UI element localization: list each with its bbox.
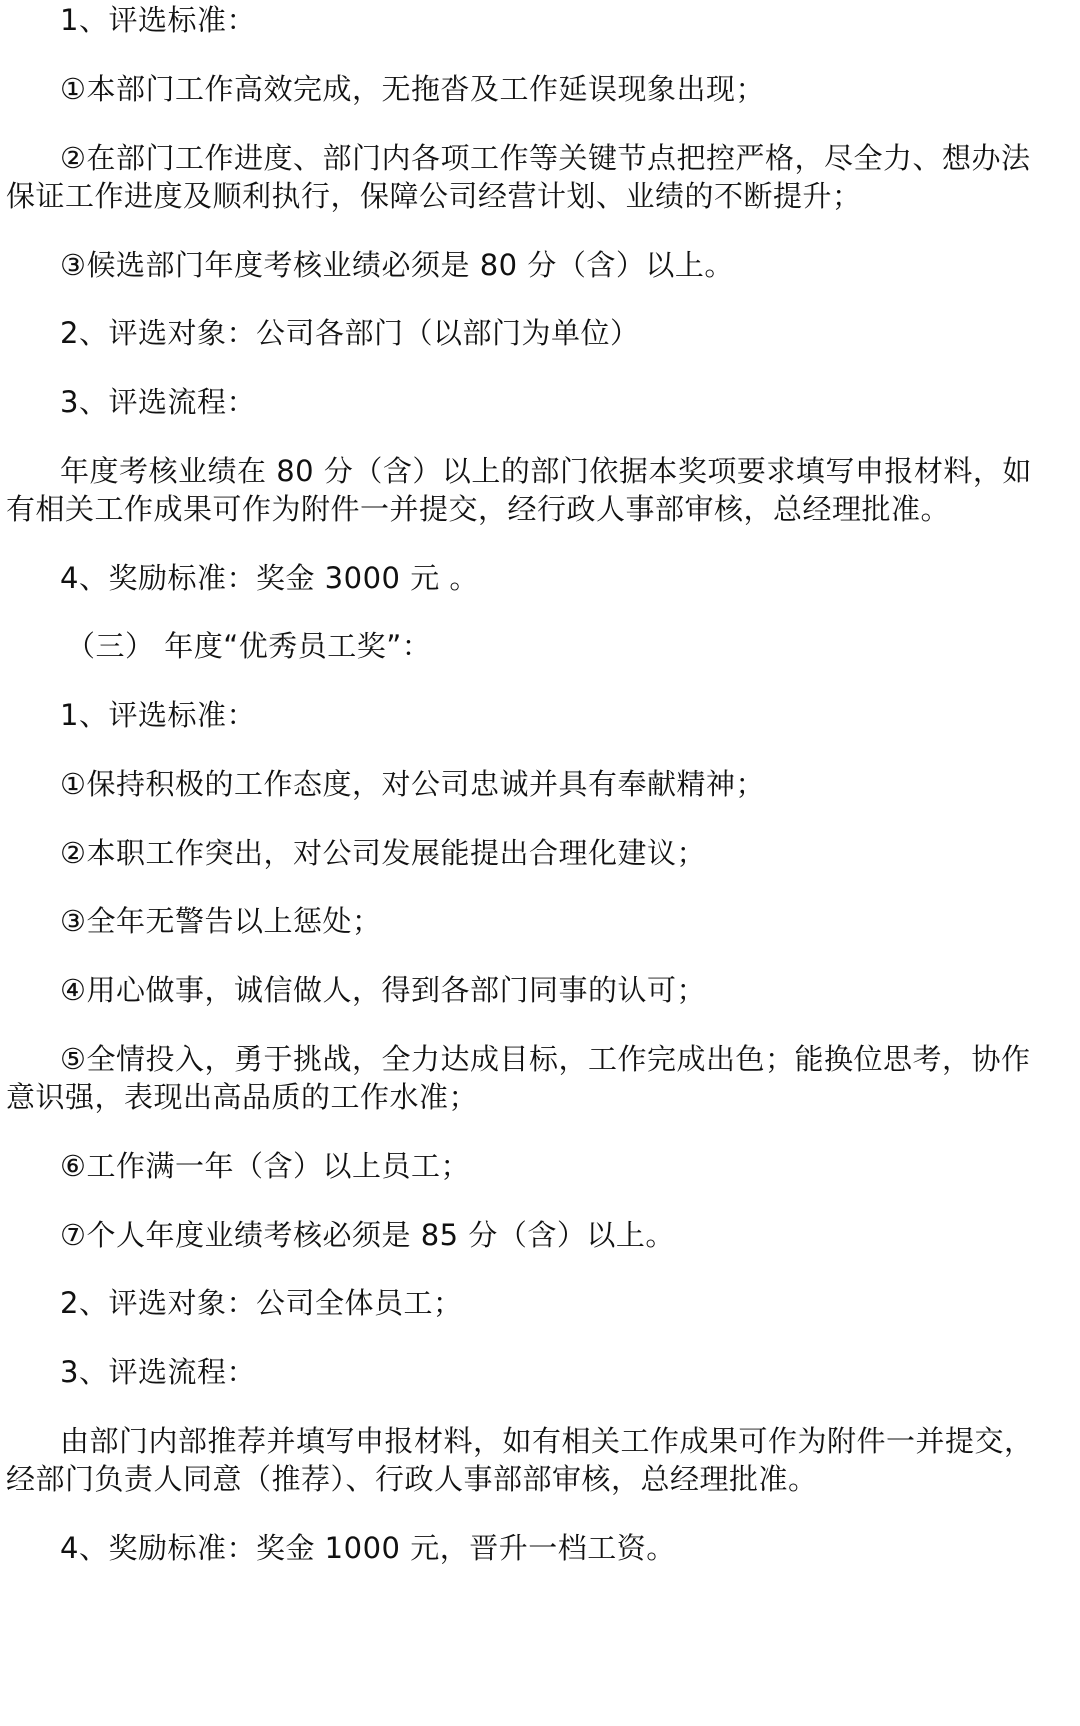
subsection-3-heading: （三） 年度“优秀员工奖”： bbox=[66, 629, 432, 663]
section-1-criteria-heading: 1、评选标准： bbox=[60, 3, 256, 37]
section-4-reward: 4、奖励标准：奖金 3000 元 。 bbox=[60, 561, 479, 595]
section-3-process-heading: 3、评选流程： bbox=[60, 385, 256, 419]
criteria-item-5b-line-2: 意识强，表现出高品质的工作水准； bbox=[6, 1080, 479, 1114]
process-paragraph-line-2: 有相关工作成果可作为附件一并提交，经行政人事部审核，总经理批准。 bbox=[6, 492, 951, 526]
criteria-item-1: ①本部门工作高效完成，无拖沓及工作延误现象出现； bbox=[60, 72, 765, 106]
criteria-item-7b: ⑦个人年度业绩考核必须是 85 分（含）以上。 bbox=[60, 1218, 675, 1252]
criteria-item-1b: ①保持积极的工作态度，对公司忠诚并具有奉献精神； bbox=[60, 767, 765, 801]
section-2-target: 2、评选对象：公司各部门（以部门为单位） bbox=[60, 316, 640, 350]
criteria-item-6b: ⑥工作满一年（含）以上员工； bbox=[60, 1149, 470, 1183]
criteria-item-2b: ②本职工作突出，对公司发展能提出合理化建议； bbox=[60, 836, 706, 870]
criteria-item-2-line-2: 保证工作进度及顺利执行，保障公司经营计划、业绩的不断提升； bbox=[6, 179, 862, 213]
process-paragraph-2-line-1: 由部门内部推荐并填写申报材料，如有相关工作成果可作为附件一并提交， bbox=[60, 1424, 1034, 1458]
criteria-item-4b: ④用心做事，诚信做人，得到各部门同事的认可； bbox=[60, 973, 706, 1007]
process-paragraph-line-1: 年度考核业绩在 80 分（含）以上的部门依据本奖项要求填写申报材料，如 bbox=[60, 454, 1032, 488]
section-1-criteria-heading-2: 1、评选标准： bbox=[60, 698, 256, 732]
criteria-item-3: ③候选部门年度考核业绩必须是 80 分（含）以上。 bbox=[60, 248, 734, 282]
process-paragraph-2-line-2: 经部门负责人同意（推荐）、行政人事部部审核，总经理批准。 bbox=[6, 1462, 818, 1496]
criteria-item-3b: ③全年无警告以上惩处； bbox=[60, 904, 382, 938]
criteria-item-2-line-1: ②在部门工作进度、部门内各项工作等关键节点把控严格，尽全力、想办法 bbox=[60, 141, 1031, 175]
section-4-reward-2: 4、奖励标准：奖金 1000 元，晋升一档工资。 bbox=[60, 1531, 676, 1565]
section-2-target-2: 2、评选对象：公司全体员工； bbox=[60, 1286, 463, 1320]
criteria-item-5b-line-1: ⑤全情投入，勇于挑战，全力达成目标，工作完成出色；能换位思考，协作 bbox=[60, 1042, 1031, 1076]
section-3-process-heading-2: 3、评选流程： bbox=[60, 1355, 256, 1389]
